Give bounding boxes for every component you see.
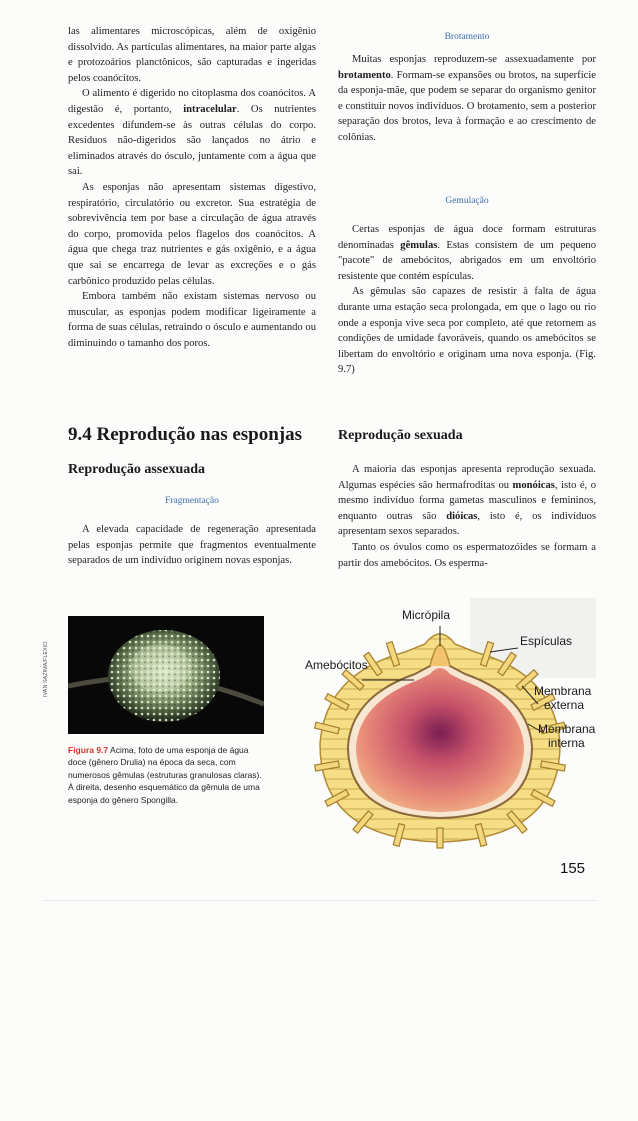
- bold-term: dióicas: [446, 510, 478, 522]
- paragraph: Embora também não existam sistemas nervoso ou muscular, as esponjas podem modificar ligeiramente a forma de suas células, retraindo o ósculo e aumentando ou diminuindo o tamanho dos poros.: [68, 291, 316, 349]
- paragraph: Tanto os óvulos como os espermatozóides se formam a partir dos amebócitos. Os esperma-: [338, 541, 596, 569]
- fragmentation-heading: Fragmentação: [165, 496, 219, 506]
- text-span: , isto é, o mesmo indivíduo forma gametas masculinos e femininos, enquanto outras são: [338, 479, 596, 522]
- text-span: , isto é, os indivíduos apresentam sexos separados.: [338, 510, 597, 538]
- text-span: Certas esponjas de água doce formam estruturas denominadas: [338, 224, 596, 251]
- gemmulation-heading: Gemulação: [445, 196, 489, 206]
- text-span: Muitas esponjas reproduzem-se assexuadamente por: [352, 54, 596, 65]
- text-span: . Formam-se expansões ou brotos, na superfície da esponja-mãe, que podem se separar do organismo genitor e constituir novos indivíduos. O brotamento, sem a posterior separação dos brotos, leva à formação e ao crescimento de colônias.: [338, 69, 596, 143]
- left-column-text: [68, 24, 316, 351]
- inner-membrane-label-2: interna: [548, 736, 585, 750]
- paragraph: As esponjas não apresentam sistemas digestivo, respiratório, circulatório ou excretor. Sua estratégia de sobrevivência tem por base a circulação de água através do corpo, promovida pelos flagelos dos coanócitos. A água que chega traz nutrientes e gás oxigênio, e a água que sai se encarrega de levar as excreções e o gás carbônico produzido pelas células.: [68, 181, 316, 287]
- text-span: . Estas consistem de um pequeno "pacote" de amebócitos, abrigados em um envoltório resistente que contém espículas.: [338, 239, 596, 282]
- sexual-reproduction-title: Reprodução sexuada: [338, 428, 463, 443]
- bold-term: intracelular: [183, 103, 237, 115]
- subsection-title: Reprodução assexuada: [68, 462, 206, 477]
- bold-term: gêmulas: [400, 239, 438, 251]
- paragraph: [68, 86, 316, 180]
- photo-credit: IVAN SAZIMA/FLEXIO: [43, 641, 49, 697]
- bold-term: brotamento: [338, 69, 391, 81]
- paragraph: A elevada capacidade de regeneração apresentada pelas esponjas permite que fragmentos eventualmente separados de um indivíduo originem novas esponjas.: [68, 524, 316, 567]
- section-title: 9.4 Reprodução nas esponjas: [68, 424, 303, 445]
- paragraph: [338, 52, 596, 146]
- spicules-label: Espículas: [520, 634, 573, 648]
- text-span: O alimento é digerido no citoplasma dos coanócitos. A digestão é, portanto,: [68, 88, 316, 115]
- right-column-text-1: [338, 52, 596, 146]
- figure-label: Figura 9.7: [68, 745, 109, 755]
- page-number: 155: [560, 860, 586, 877]
- right-column-text-3: [338, 462, 596, 571]
- right-column-text-2: [338, 222, 596, 378]
- amoebocytes-label: Amebócitos: [305, 658, 368, 672]
- caption-text: Acima, foto de uma esponja de água doce (gênero Drulia) na época da seca, com numerosos gêmulas (estruturas granulosas claras). À direita, desenho esquemático da gêmula de uma esponja do gênero Spongilla.: [68, 745, 262, 805]
- page-edge-line: [43, 900, 596, 901]
- micropyle-label: Micrópila: [402, 608, 451, 622]
- outer-membrane-label-1: Membrana: [534, 684, 592, 698]
- paragraph: [338, 222, 596, 284]
- paragraph: [338, 462, 596, 540]
- sponge-photo: [68, 616, 264, 734]
- paragraph: As gêmulas são capazes de resistir à falta de água durante uma estação seca prolongada, em que o lago ou rio onde a esponja vive seca por completo, até que retornem as condições de umidade favoráveis, quando os amebócitos se libertam do envoltório e originam uma nova esponja. (Fig. 9.7): [338, 286, 596, 376]
- bold-term: monóicas: [512, 479, 555, 491]
- inner-membrane-label-1: Membrana: [538, 722, 596, 736]
- figure-caption: [68, 744, 266, 806]
- text-span: A maioria das esponjas apresenta reprodução sexuada. Algumas espécies são hermafroditas ou: [338, 464, 596, 491]
- left-column-text-2: [68, 522, 316, 569]
- text-span: . Os nutrientes excedentes difundem-se às outras células do corpo. Resíduos não-digeridos são lançados no átrio e eliminados através do ósculo, juntamente com a água que sai.: [68, 103, 316, 178]
- budding-heading: Brotamento: [444, 32, 490, 42]
- sponge-photo-drawing: [68, 616, 264, 734]
- paragraph: las alimentares microscópicas, além de oxigênio dissolvido. As partículas alimentares, na maior parte algas e protozoários planctônicos, são capturadas e ingeridas pelos coanócitos.: [68, 26, 316, 84]
- outer-membrane-label-2: externa: [544, 698, 585, 712]
